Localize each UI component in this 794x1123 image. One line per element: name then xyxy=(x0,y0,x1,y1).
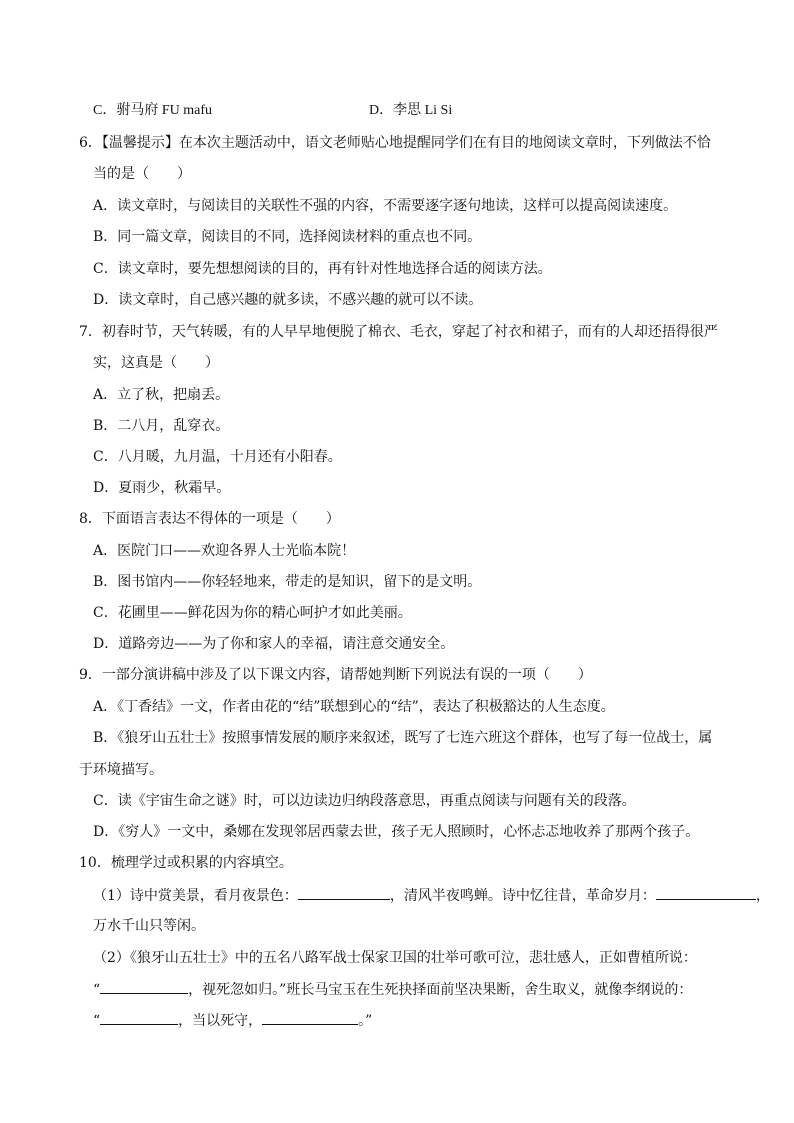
q7-option-d: D．夏雨少，秋霜早。 xyxy=(93,480,231,496)
q7-stem-line1: 7．初春时节，天气转暖，有的人早早地便脱了棉衣、毛衣，穿起了衬衣和裙子，而有的人却还捂得很严 xyxy=(79,324,718,340)
q10-part2-line3-mid: ，当以死守， xyxy=(178,1013,263,1029)
answer-blank-3[interactable] xyxy=(100,979,188,994)
q9-option-d: D．《穷人》一文中，桑娜在发现邻居西蒙去世，孩子无人照顾时，心怀忐忑地收养了那两个孩子。 xyxy=(93,824,700,840)
q8-option-d: D．道路旁边——为了你和家人的幸福，请注意交通安全。 xyxy=(93,636,455,652)
q8-option-a: A．医院门口——欢迎各界人士光临本院！ xyxy=(93,543,356,559)
answer-blank-4[interactable] xyxy=(100,1010,178,1025)
q9-option-c: C．读《宇宙生命之谜》时，可以边读边归纳段落意思，再重点阅读与问题有关的段落。 xyxy=(93,793,636,809)
q9-option-a: A．《丁香结》一文，作者由花的“结”联想到心的“结”，表达了积极豁达的人生态度。 xyxy=(93,699,615,715)
q6-option-a: A．读文章时，与阅读目的关联性不强的内容，不需要逐字逐句地读，这样可以提高阅读速度。 xyxy=(93,198,678,214)
q10-stem: 10．梳理学过或积累的内容填空。 xyxy=(79,855,293,871)
open-quote: “ xyxy=(93,982,101,998)
q7-option-c: C．八月暖，九月温，十月还有小阳春。 xyxy=(93,449,342,465)
q6-stem-line2: 当的是（ ） xyxy=(93,166,191,182)
q6-option-b: B．同一篇文章，阅读目的不同，选择阅读材料的重点也不同。 xyxy=(93,229,482,245)
q7-option-b: B．二八月，乱穿衣。 xyxy=(93,418,230,434)
q10-part1-prompt: （1）诗中赏美景，看月夜景色： xyxy=(93,888,298,904)
q10-part2-line2 xyxy=(93,979,692,1000)
answer-blank-5[interactable] xyxy=(262,1010,358,1025)
q10-part1-line2: 万水千山只等闲。 xyxy=(93,918,205,934)
q10-part1-line1 xyxy=(93,885,770,906)
q6-option-d: D．读文章时，自己感兴趣的就多读，不感兴趣的就可以不读。 xyxy=(93,292,483,308)
q6-option-c: C．读文章时，要先想想阅读的目的，再有针对性地选择合适的阅读方法。 xyxy=(93,261,552,277)
q10-part1-mid: ，清风半夜鸣蝉。诗中忆往昔，革命岁月： xyxy=(389,888,656,904)
answer-blank-1[interactable] xyxy=(298,885,390,900)
open-quote: “ xyxy=(93,1013,101,1029)
q6-stem-line1: 6．【温馨提示】在本次主题活动中，语文老师贴心地提醒同学们在有目的地阅读文章时，下列做法不恰 xyxy=(79,135,711,151)
q5-option-d: D．李思 Li Si xyxy=(369,103,453,118)
q10-part1-end: ， xyxy=(755,888,770,904)
q10-part2-line3-end: 。” xyxy=(358,1013,373,1029)
q7-option-a: A．立了秋，把扇丢。 xyxy=(93,387,230,403)
q8-option-c: C．花圃里——鲜花因为你的精心呵护才如此美丽。 xyxy=(93,605,412,621)
q10-part2-line3 xyxy=(93,1010,372,1031)
q9-stem: 9．一部分演讲稿中涉及了以下课文内容，请帮她判断下列说法有误的一项（ ） xyxy=(79,667,592,683)
q8-option-b: B．图书馆内——你轻轻地来，带走的是知识，留下的是文明。 xyxy=(93,574,482,590)
q9-option-b-line1: B．《狼牙山五壮士》按照事情发展的顺序来叙述，既写了七连六班这个群体，也写了每一位战士，属 xyxy=(93,730,713,746)
q10-part2-line1: （2）《狼牙山五壮士》中的五名八路军战士保家卫国的壮举可歌可泣，悲壮感人，正如曹植所说： xyxy=(93,950,697,966)
q10-part2-line2-text: ，视死忽如归。”班长马宝玉在生死抉择面前坚决果断，舍生取义，就像李纲说的： xyxy=(188,982,693,998)
answer-blank-2[interactable] xyxy=(656,885,756,900)
q8-stem: 8．下面语言表达不得体的一项是（ ） xyxy=(79,511,340,527)
q5-option-c: C．驸马府 FU mafu xyxy=(93,103,212,118)
q9-option-b-line2: 于环境描写。 xyxy=(79,762,163,778)
q7-stem-line2: 实，这真是（ ） xyxy=(93,355,219,371)
